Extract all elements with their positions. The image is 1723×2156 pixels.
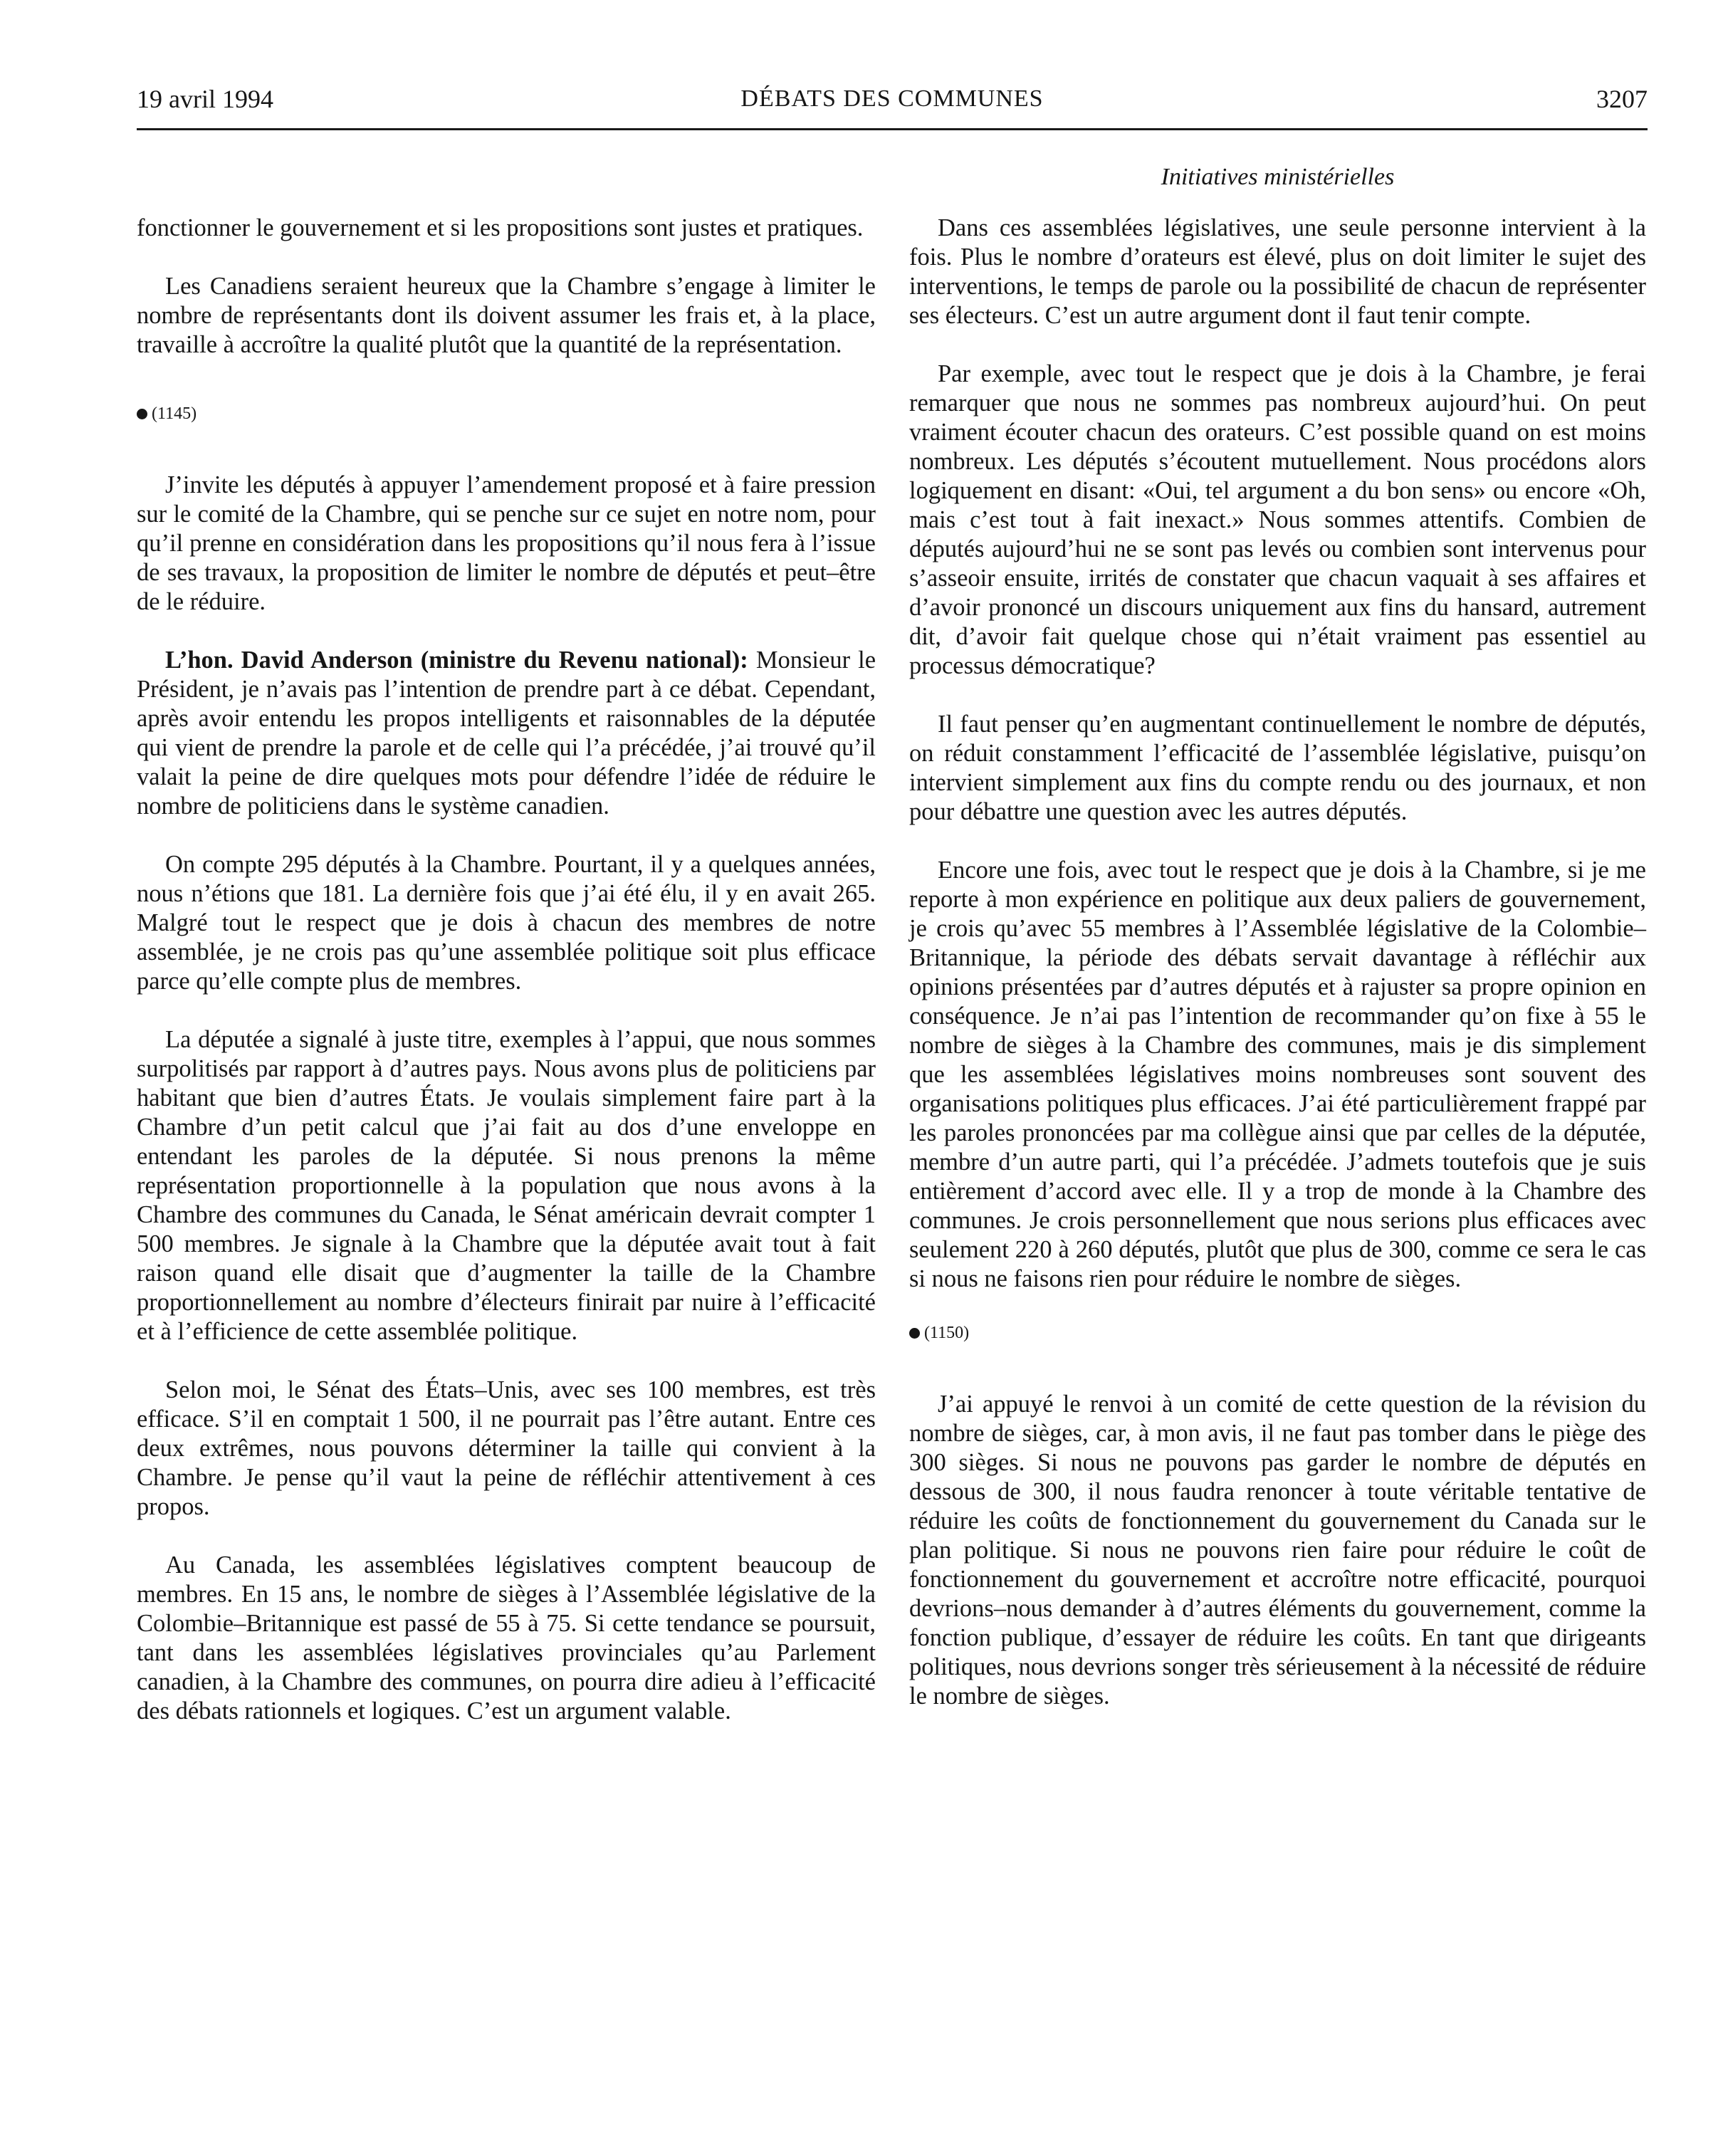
paragraph: Dans ces assemblées législatives, une seule personne intervient à la fois. Plus le nombre d’orateurs est élevé, plus on doit limiter le sujet des interventions, le temps de parole ou la possibilité de chacun de représenter ses électeurs. C’est un autre argument dont il faut tenir compte. <box>909 214 1646 329</box>
bullet-icon <box>909 1328 920 1339</box>
time-stamp-label: (1145) <box>152 404 197 423</box>
paragraph: On compte 295 députés à la Chambre. Pourtant, il y a quelques années, nous n’étions que 181. La dernière fois que j’ai été élu, il y en avait 265. Malgré tout le respect que je dois à chacun des membres de notre assemblée, je ne crois pas qu’une assemblée politique soit plus efficace parce qu’elle compte plus de membres. <box>137 851 876 995</box>
header-journal-title: DÉBATS DES COMMUNES <box>740 85 1044 112</box>
paragraph: Au Canada, les assemblées législatives comptent beaucoup de membres. En 15 ans, le nombre de sièges à l’Assemblée législative de la Colombie–Britannique est passé de 55 à 75. Si cette tendance se poursuit, tant dans les assemblées législatives provinciales qu’au Parlement canadien, à la Chambre des communes, on pourra dire adieu à l’efficacité des débats rationnels et logiques. C’est un argument valable. <box>137 1551 876 1725</box>
speaker-name: L’hon. David Anderson (ministre du Revenu national): <box>165 647 748 674</box>
speaker-paragraph <box>137 646 876 821</box>
running-header <box>137 83 1648 130</box>
bullet-icon <box>137 409 147 419</box>
paragraph: Il faut penser qu’en augmentant continuellement le nombre de députés, on réduit constamment l’efficacité de l’assemblée législative, puisqu’on intervient simplement aux fins du compte rendu ou des journaux, et non pour débattre une question avec les autres députés. <box>909 711 1646 825</box>
time-stamp <box>909 1323 1646 1343</box>
time-stamp <box>137 404 876 424</box>
paragraph: La députée a signalé à juste titre, exemples à l’appui, que nous sommes surpolitisés par rapport à d’autres pays. Nous avons plus de politiciens par habitant que bien d’autres États. Je voulais simplement faire part à la Chambre d’un petit calcul que j’ai fait au dos d’une enveloppe en entendant les paroles de la députée. Si nous prenons la même représentation proportionnelle à la population que nous avons à la Chambre des communes du Canada, le Sénat américain devrait compter 1 500 membres. Je signale à la Chambre que la députée avait tout à fait raison quand elle disait que d’augmenter la taille de la Chambre proportionnellement au nombre d’électeurs finirait par nuire à l’efficacité et à l’efficience de cette assemblée politique. <box>137 1026 876 1345</box>
paragraph: J’ai appuyé le renvoi à un comité de cette question de la révision du nombre de sièges, car, à mon avis, il ne faut pas tomber dans le piège des 300 sièges. Si nous ne pouvons pas garder le nombre de députés en dessous de 300, il nous faudra renoncer à toute véritable tentative de réduire les coûts de fonctionnement du gouvernement du Canada sur le plan politique. Si nous ne pouvons rien faire pour réduire le coût de fonctionnement du gouvernement et accroître notre efficacité, pourquoi devrions–nous demander à d’autres éléments du gouvernement, comme la fonction publique, d’essayer de réduire les coûts. En tant que dirigeants politiques, nous devrions songer très sérieusement à la nécessité de réduire le nombre de sièges. <box>909 1391 1646 1710</box>
paragraph: Par exemple, avec tout le respect que je dois à la Chambre, je ferai remarquer que nous ne sommes pas nombreux aujourd’hui. On peut vraiment écouter chacun des orateurs. C’est possible quand on est moins nombreux. Les députés s’écoutent mutuellement. Nous procédons alors logiquement en disant: «Oui, tel argument a du bon sens» ou encore «Oh, mais c’est tout à fait inexact.» Nous sommes attentifs. Combien de députés aujourd’hui ne se sont pas levés ou combien sont intervenus pour s’asseoir ensuite, irrités de constater que chacun vaquait à ses affaires et d’avoir prononcé un discours uniquement aux fins du hansard, autrement dit, d’avoir fait quelque chose qui n’était vraiment pas essentiel au processus démocratique? <box>909 360 1646 679</box>
right-column <box>909 214 1646 1740</box>
left-column <box>137 214 876 1755</box>
paragraph: Les Canadiens seraient heureux que la Chambre s’engage à limiter le nombre de représentants dont ils doivent assumer les frais et, à la place, travaille à accroître la qualité plutôt que la quantité de la représentation. <box>137 273 876 358</box>
speech-text: Monsieur le Président, je n’avais pas l’intention de prendre part à ce débat. Cependant, après avoir entendu les propos intelligents et raisonnables de la députée qui vient de prendre la parole et de celle qui l’a précédée, j’ai trouvé qu’il valait la peine de dire quelques mots pour défendre l’idée de réduire le nombre de politiciens dans le système canadien. <box>137 647 876 820</box>
section-title: Initiatives ministérielles <box>1161 164 1395 190</box>
paragraph: J’invite les députés à appuyer l’amendement proposé et à faire pression sur le comité de la Chambre, qui se penche sur ce sujet en notre nom, pour qu’il prenne en considération dans les propositions qu’il nous fera à l’issue de ses travaux, la proposition de limiter le nombre de députés et peut–être de le réduire. <box>137 471 876 615</box>
paragraph: fonctionner le gouvernement et si les propositions sont justes et pratiques. <box>137 214 864 241</box>
paragraph: Encore une fois, avec tout le respect que je dois à la Chambre, si je me reporte à mon expérience en politique aux deux paliers de gouvernement, je crois qu’avec 55 membres à l’Assemblée législative de la Colombie–Britannique, la période des débats servait davantage à réfléchir aux opinions présentées par d’autres députés et à rajuster sa propre opinion en conséquence. Je n’ai pas l’intention de recommander qu’on fixe à 55 le nombre de sièges à la Chambre des communes, mais je dis simplement que les assemblées législatives moins nombreuses sont souvent des organisations politiques plus efficaces. J’ai été particulièrement frappé par les paroles prononcées par ma collègue ainsi que par celles de la députée, membre d’un autre parti, qui l’a précédée. J’admets toutefois que je suis entièrement d’accord avec elle. Il y a trop de monde à la Chambre des communes. Je crois personnellement que nous serions plus efficaces avec seulement 220 à 260 députés, plutôt que plus de 300, comme ce sera le cas si nous ne faisons rien pour réduire le nombre de sièges. <box>909 857 1646 1292</box>
header-page-number: 3207 <box>1596 85 1648 113</box>
header-date: 19 avril 1994 <box>137 85 273 113</box>
time-stamp-label: (1150) <box>924 1324 970 1342</box>
paragraph: Selon moi, le Sénat des États–Unis, avec ses 100 membres, est très efficace. S’il en comptait 1 500, il ne pourrait pas l’être autant. Entre ces deux extrêmes, nous pouvons déterminer la taille qui convient à la Chambre. Je pense qu’il vaut la peine de réfléchir attentivement à ces propos. <box>137 1376 876 1520</box>
